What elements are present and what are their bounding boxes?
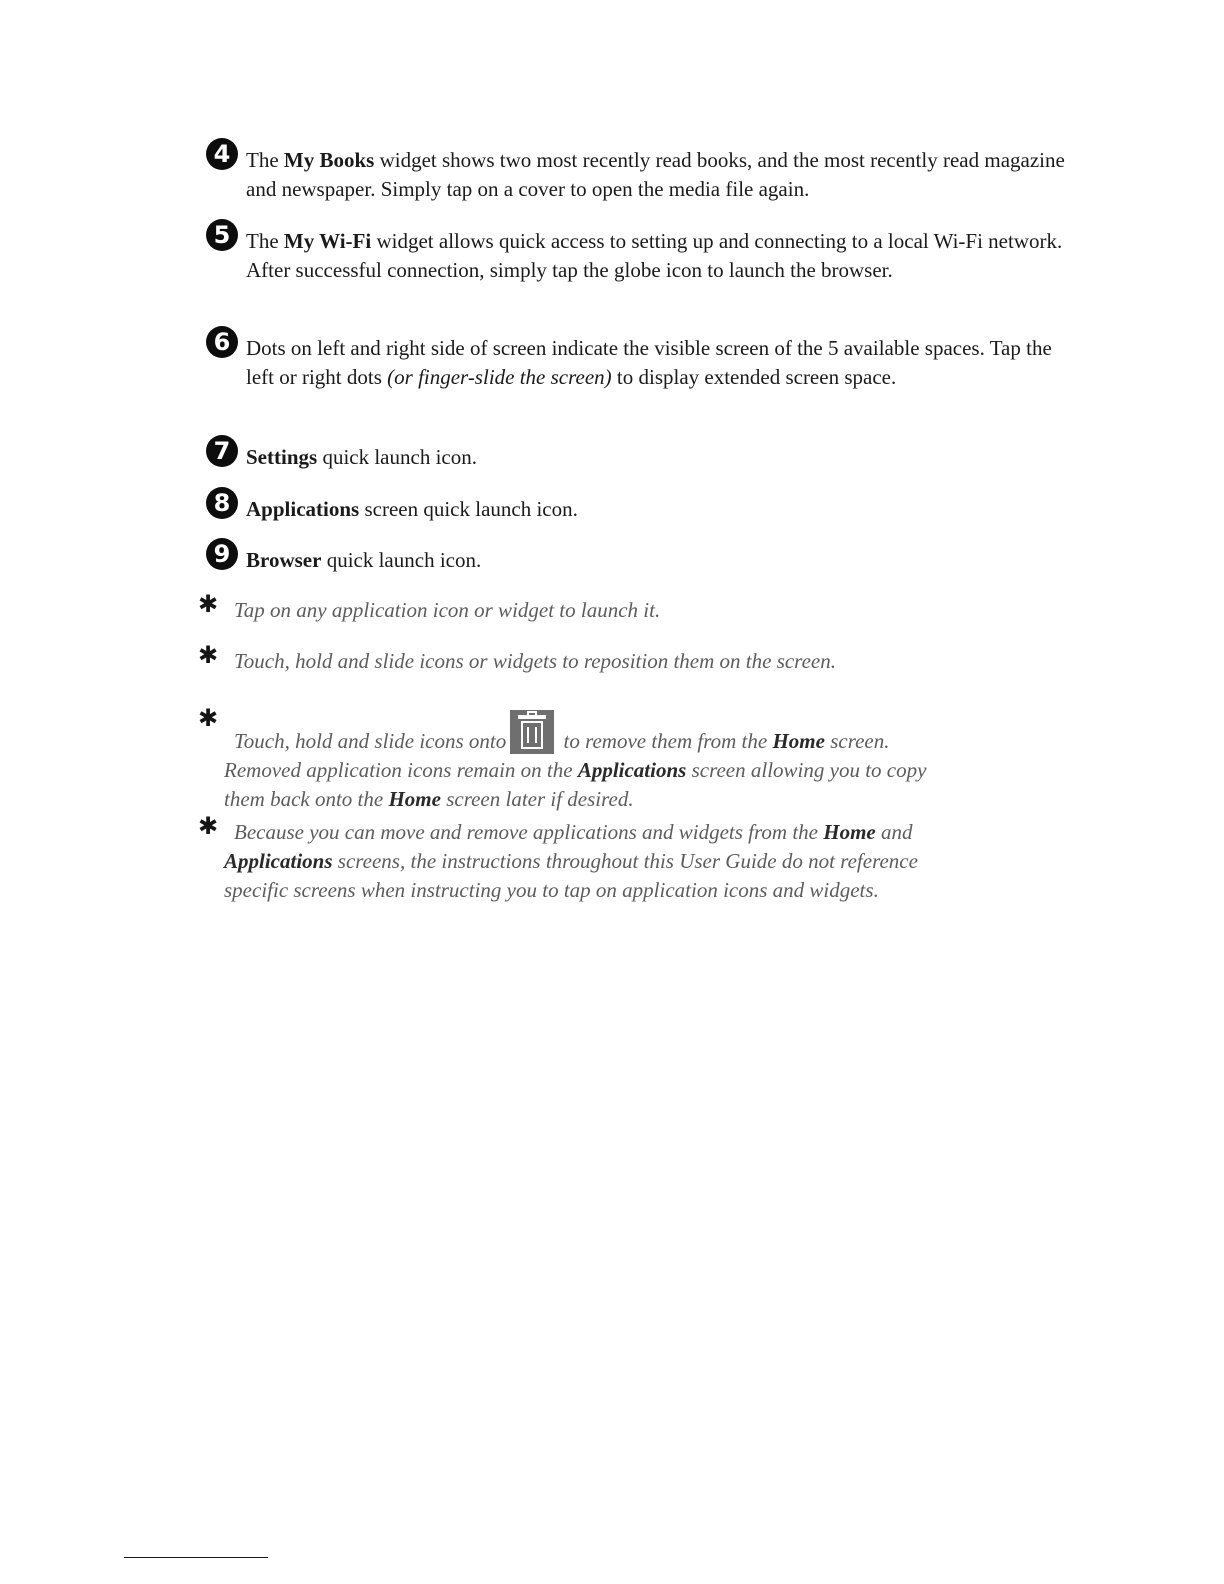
number-badge: 8 xyxy=(206,487,238,519)
list-item xyxy=(206,437,1076,472)
list-item xyxy=(206,489,1076,524)
tip-text-continued: them back onto the Home screen later if desired. xyxy=(224,787,634,811)
tip-item xyxy=(198,641,1078,676)
number-badge: 6 xyxy=(206,326,238,358)
star-bullet-icon: ✱ xyxy=(198,641,219,669)
star-bullet-icon: ✱ xyxy=(198,812,219,840)
item-text: The My Books widget shows two most recently read books, and the most recently read magazine and newspaper. Simply tap on a cover to open the media file again. xyxy=(246,148,1065,201)
list-item xyxy=(206,140,1076,203)
number-badge: 9 xyxy=(206,538,238,570)
tip-text-continued: specific screens when instructing you to tap on application icons and widgets. xyxy=(224,878,879,902)
list-item xyxy=(206,540,1076,575)
item-text: Applications screen quick launch icon. xyxy=(246,497,578,521)
item-text: Settings quick launch icon. xyxy=(246,445,477,469)
widget-name: My Wi-Fi xyxy=(283,229,372,253)
icon-name: Applications xyxy=(246,497,360,521)
icon-name: Browser xyxy=(246,548,322,572)
star-bullet-icon: ✱ xyxy=(198,704,219,732)
tip-text: Touch, hold and slide icons or widgets to reposition them on the screen. xyxy=(234,649,836,673)
tip-text-continued: Removed application icons remain on the Applications screen allowing you to copy xyxy=(224,758,927,782)
tip-text: Touch, hold and slide icons onto to remove them from the Home screen. xyxy=(198,710,1078,756)
tip-text-continued: Applications screens, the instructions throughout this User Guide do not reference xyxy=(224,849,918,873)
tip-text: Because you can move and remove applications and widgets from the Home and xyxy=(234,820,913,844)
tip-item xyxy=(198,590,1078,625)
item-text: Browser quick launch icon. xyxy=(246,548,482,572)
number-badge: 5 xyxy=(206,219,238,251)
trash-icon xyxy=(510,710,554,754)
list-item xyxy=(206,328,1076,391)
star-bullet-icon: ✱ xyxy=(198,590,219,618)
widget-name: My Books xyxy=(283,148,375,172)
list-item xyxy=(206,221,1076,284)
item-text: Dots on left and right side of screen indicate the visible screen of the 5 available spaces. Tap the left or right dots (or finger-slide the screen) to display extended screen space. xyxy=(246,336,1052,389)
tip-text: Tap on any application icon or widget to launch it. xyxy=(234,598,661,622)
item-text: The My Wi-Fi widget allows quick access to setting up and connecting to a local Wi-Fi network. After successful connection, simply tap the globe icon to launch the browser. xyxy=(246,229,1063,282)
italic-note: (or finger-slide the screen) xyxy=(387,364,612,389)
tip-item xyxy=(198,812,1078,905)
footnote-separator xyxy=(124,1557,268,1558)
icon-name: Settings xyxy=(246,445,318,469)
number-badge: 4 xyxy=(206,138,238,170)
tip-item xyxy=(198,704,1078,814)
number-badge: 7 xyxy=(206,435,238,467)
